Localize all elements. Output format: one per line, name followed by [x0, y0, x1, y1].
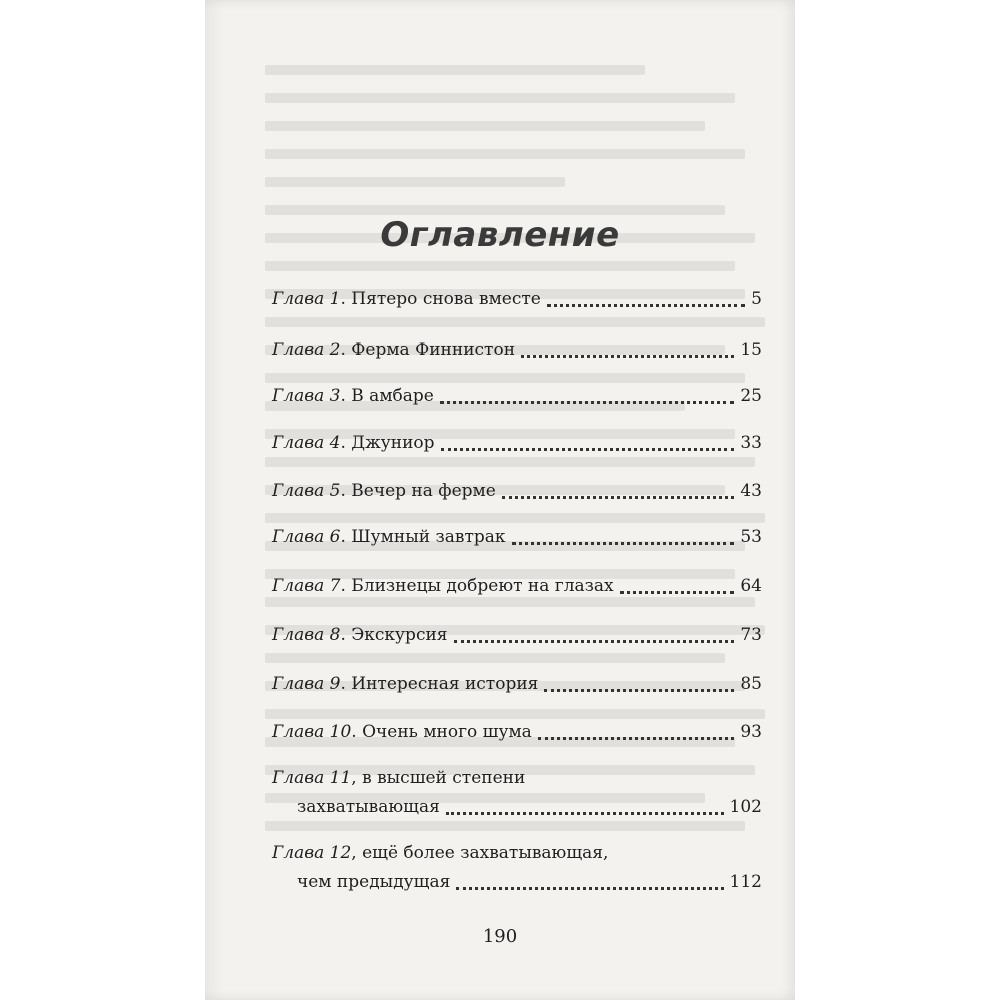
chapter-label: Глава 3: [272, 386, 341, 406]
toc-entry: Глава 7 . Близнецы добреют на глазах 64: [272, 576, 762, 596]
page-ref: 15: [740, 340, 762, 360]
page-ref: 53: [740, 527, 762, 547]
chapter-title: Интересная история: [351, 674, 539, 694]
leader-dots: [441, 448, 735, 451]
leader-dots: [456, 887, 723, 890]
leader-dots: [521, 355, 734, 358]
toc-entry: Глава 1 . Пятеро снова вместе 5: [272, 289, 762, 309]
leader-dots: [512, 542, 735, 545]
chapter-title-line2: захватывающая: [297, 797, 440, 817]
page-ref: 25: [740, 386, 762, 406]
chapter-label: Глава 7: [272, 576, 341, 596]
toc-entry: Глава 2 . Ферма Финнистон 15: [272, 340, 762, 360]
toc-entry: Глава 4 . Джуниор 33: [272, 433, 762, 453]
chapter-title-line2: чем предыдущая: [297, 872, 451, 892]
chapter-label: Глава 12: [272, 843, 352, 863]
leader-dots: [440, 401, 735, 404]
page-ref: 73: [740, 625, 762, 645]
chapter-label: Глава 6: [272, 527, 341, 547]
leader-dots: [538, 737, 735, 740]
toc-entry: Глава 8 . Экскурсия 73: [272, 625, 762, 645]
page-ref: 112: [729, 872, 762, 892]
leader-dots: [502, 496, 735, 499]
chapter-label: Глава 8: [272, 625, 341, 645]
page-ref: 5: [751, 289, 762, 309]
chapter-label: Глава 10: [272, 722, 352, 742]
toc-entry: Глава 3 . В амбаре 25: [272, 386, 762, 406]
chapter-label: Глава 9: [272, 674, 341, 694]
leader-dots: [620, 591, 735, 594]
chapter-label: Глава 5: [272, 481, 341, 501]
page-ref: 64: [740, 576, 762, 596]
page-ref: 33: [740, 433, 762, 453]
toc-entry: Глава 6 . Шумный завтрак 53: [272, 527, 762, 547]
leader-dots: [454, 640, 735, 643]
chapter-title: Вечер на ферме: [351, 481, 496, 501]
chapter-label: Глава 4: [272, 433, 341, 453]
chapter-title: Ферма Финнистон: [351, 340, 516, 360]
leader-dots: [547, 304, 745, 307]
chapter-label: Глава 1: [272, 289, 341, 309]
chapter-label: Глава 2: [272, 340, 341, 360]
chapter-title: Пятеро снова вместе: [351, 289, 541, 309]
chapter-title: В амбаре: [351, 386, 434, 406]
chapter-title: Джуниор: [351, 433, 435, 453]
chapter-label: Глава 11: [272, 768, 352, 788]
toc-entry: Глава 11 , в высшей степени захватывающая 102: [272, 768, 762, 817]
toc-entry: Глава 10 . Очень много шума 93: [272, 722, 762, 742]
chapter-title: Близнецы добреют на глазах: [351, 576, 614, 596]
chapter-title-line1: в высшей степени: [362, 768, 526, 788]
page-ref: 43: [740, 481, 762, 501]
page-ref: 85: [740, 674, 762, 694]
toc-entry: Глава 9 . Интересная история 85: [272, 674, 762, 694]
chapter-title: Очень много шума: [362, 722, 532, 742]
chapter-title-line1: ещё более захватывающая,: [362, 843, 609, 863]
page-ref: 93: [740, 722, 762, 742]
toc-entry: Глава 5 . Вечер на ферме 43: [272, 481, 762, 501]
chapter-title: Шумный завтрак: [351, 527, 506, 547]
page-title: Оглавление: [380, 215, 620, 255]
page-number: 190: [482, 926, 518, 947]
leader-dots: [544, 689, 734, 692]
chapter-title: Экскурсия: [351, 625, 448, 645]
page-ref: 102: [729, 797, 762, 817]
toc-entry: Глава 12 , ещё более захватывающая, чем предыдущая 112: [272, 843, 762, 892]
leader-dots: [446, 812, 724, 815]
